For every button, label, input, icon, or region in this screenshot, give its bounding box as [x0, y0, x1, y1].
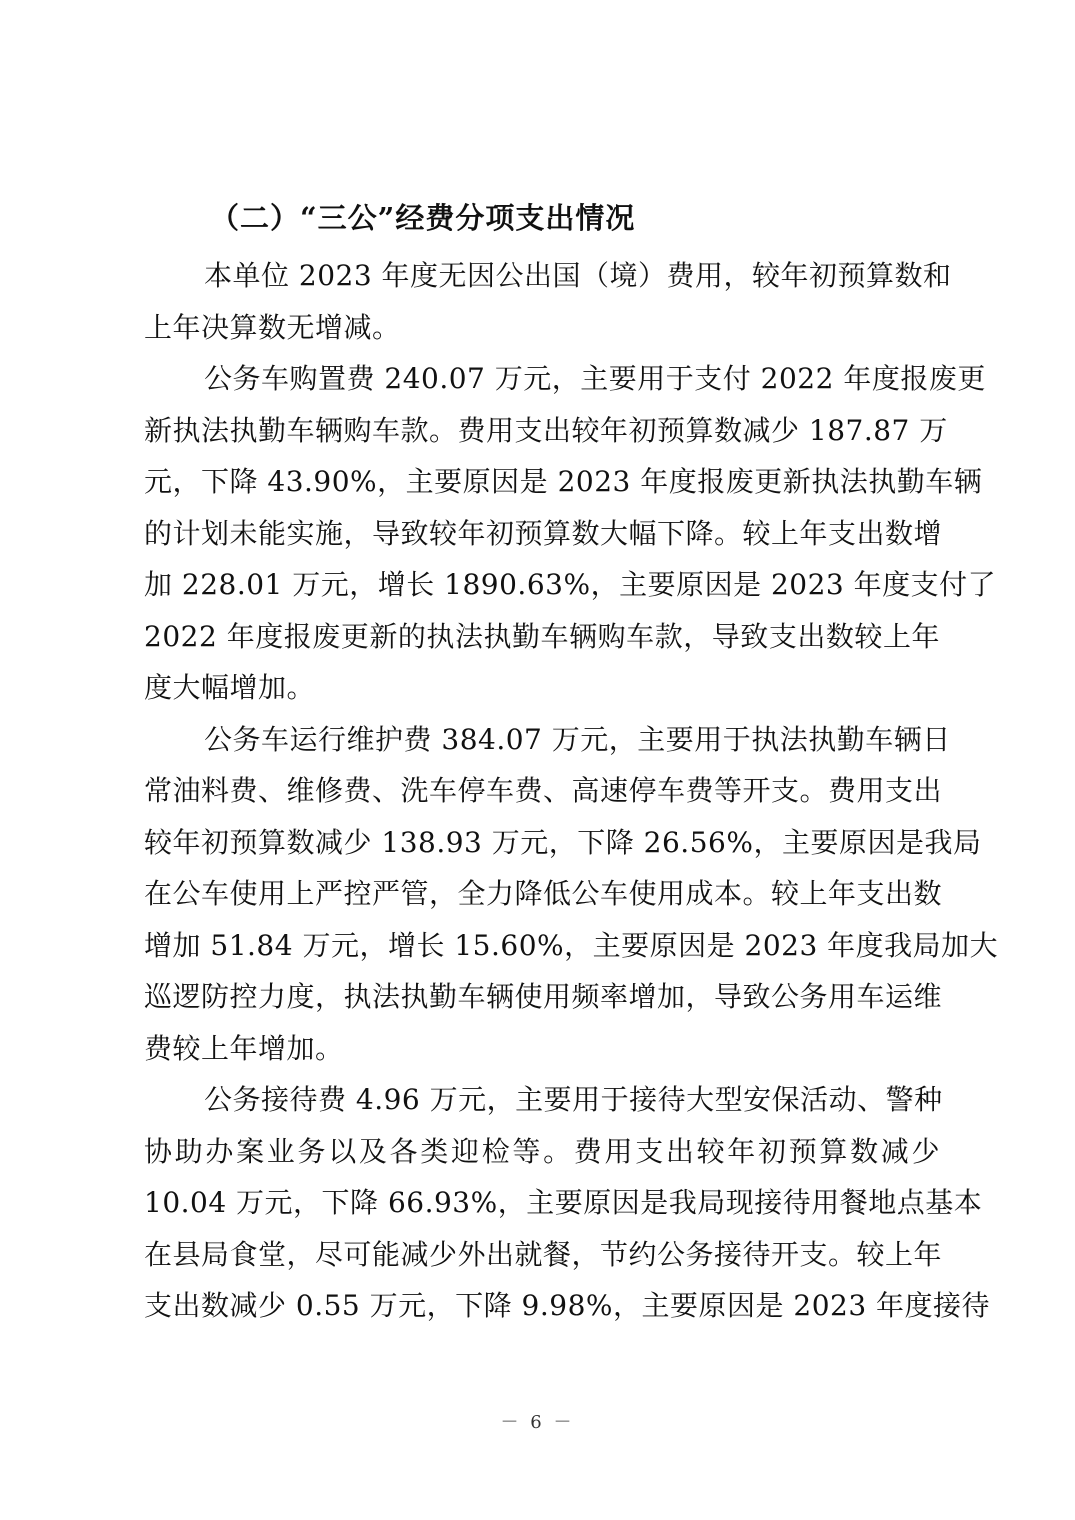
text-line: 协助办案业务以及各类迎检等。费用支出较年初预算数减少	[144, 1134, 940, 1168]
text-line: 巡逻防控力度，执法执勤车辆使用频率增加，导致公务用车运维	[144, 980, 943, 1013]
text-line: 在县局食堂，尽可能减少外出就餐，节约公务接待开支。较上年	[144, 1237, 943, 1271]
text-line: 加 228.01 万元，增长 1890.63%，主要原因是 2023 年度支付了	[144, 568, 997, 601]
document-body	[144, 250, 999, 1332]
text-line: 较年初预算数减少 138.93 万元，下降 26.56%，主要原因是我局	[144, 825, 982, 859]
text-line: 增加 51.84 万元，增长 15.60%，主要原因是 2023 年度我局加大	[144, 928, 999, 962]
text-line: 本单位 2023 年度无因公出国（境）费用，较年初预算数和	[204, 259, 952, 292]
text-line: 上年决算数无增减。	[144, 310, 401, 344]
text-line: 元，下降 43.90%，主要原因是 2023 年度报废更新执法执勤车辆	[144, 465, 983, 498]
text-line: 10.04 万元，下降 66.93%，主要原因是我局现接待用餐地点基本	[144, 1186, 983, 1219]
text-line: 新执法执勤车辆购车款。费用支出较年初预算数减少 187.87 万	[144, 413, 948, 447]
page-number: － 6 －	[500, 1412, 575, 1433]
text-line: 公务车购置费 240.07 万元，主要用于支付 2022 年度报废更	[204, 362, 986, 395]
text-line: 常油料费、维修费、洗车停车费、高速停车费等开支。费用支出	[144, 774, 943, 807]
text-line: 在公车使用上严控严管，全力降低公车使用成本。较上年支出数	[144, 877, 943, 910]
section-heading: （二）“三公”经费分项支出情况	[210, 201, 636, 235]
text-line: 支出数减少 0.55 万元，下降 9.98%，主要原因是 2023 年度接待	[144, 1289, 991, 1322]
text-line: 公务接待费 4.96 万元，主要用于接待大型安保活动、警种	[204, 1083, 943, 1116]
text-line: 度大幅增加。	[144, 671, 316, 704]
text-line: 的计划未能实施，导致较年初预算数大幅下降。较上年支出数增	[144, 516, 943, 550]
text-line: 2022 年度报废更新的执法执勤车辆购车款，导致支出数较上年	[144, 619, 940, 653]
text-line: 费较上年增加。	[144, 1031, 344, 1065]
text-line: 公务车运行维护费 384.07 万元，主要用于执法执勤车辆日	[204, 722, 951, 756]
